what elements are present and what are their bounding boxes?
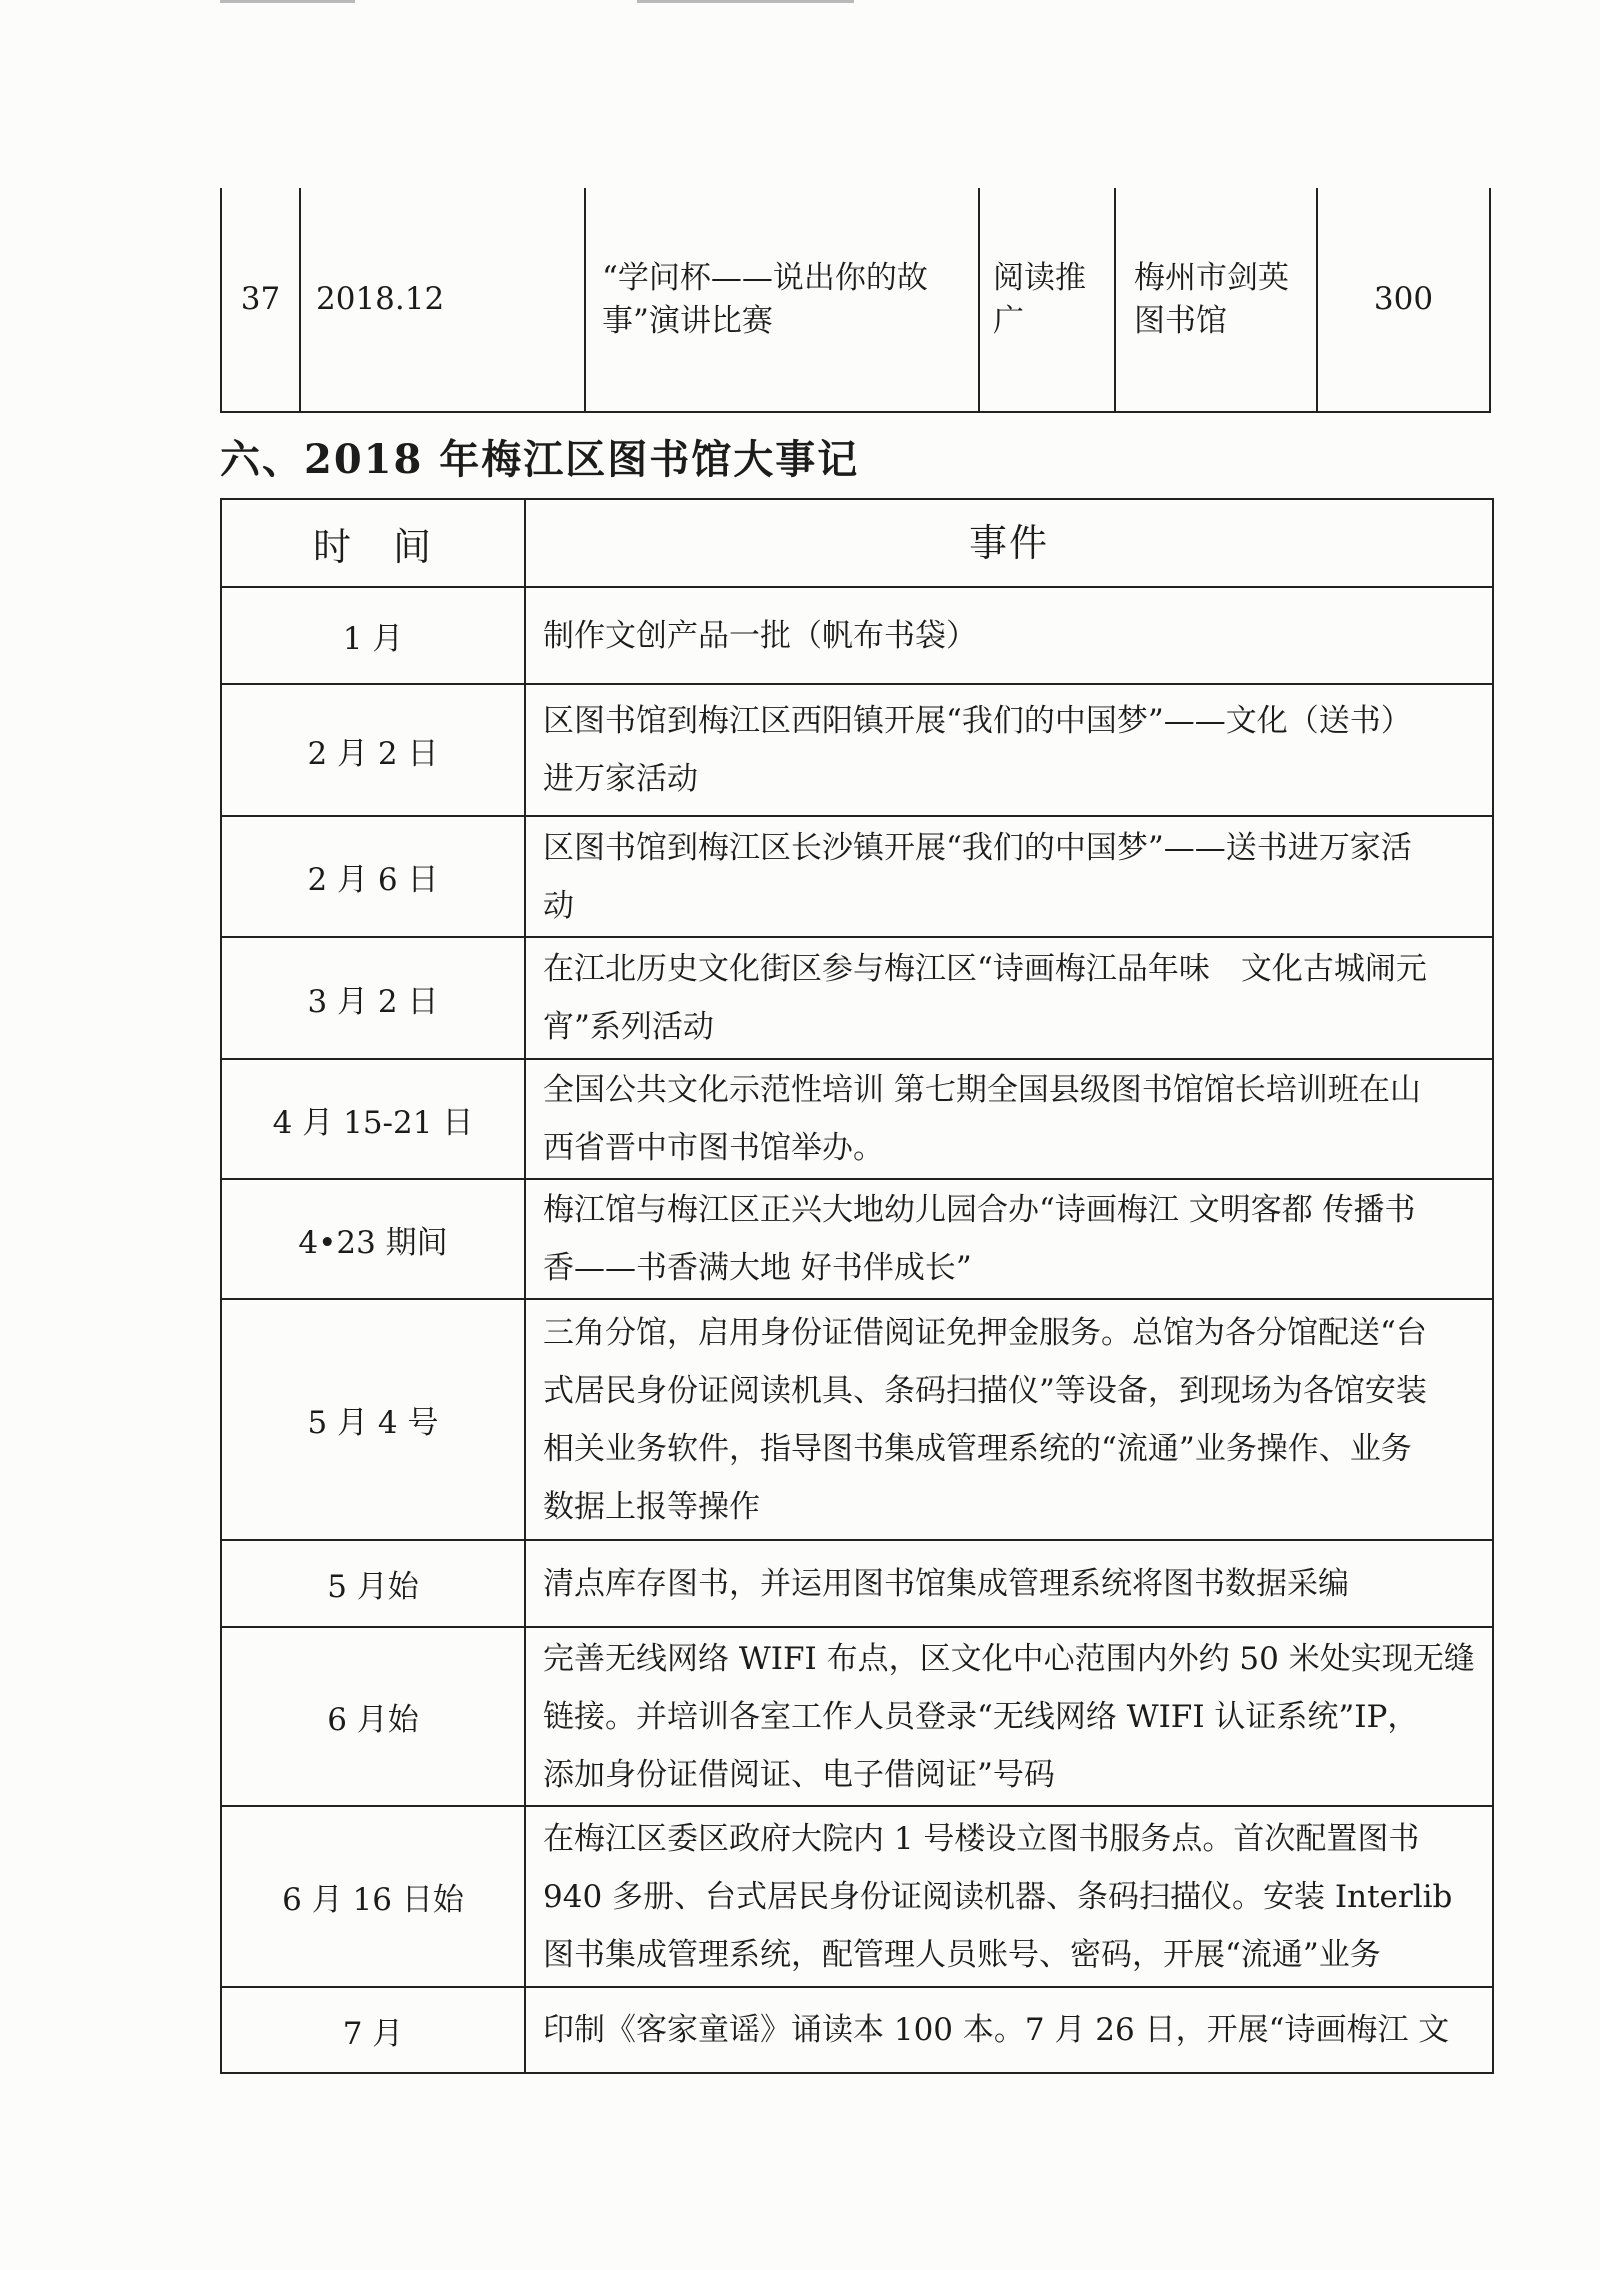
activity-cell: [586, 188, 980, 411]
event-description: [526, 1988, 1492, 2072]
event-description-line: 制作文创产品一批（帆布书袋）: [543, 617, 977, 654]
event-description-line: 相关业务软件，指导图书集成管理系统的“流通”业务操作、业务: [543, 1430, 1412, 1467]
event-description-line: 全国公共文化示范性培训 第七期全国县级图书馆馆长培训班在山: [543, 1072, 1421, 1108]
event-description: [526, 1541, 1492, 1626]
event-description: [526, 817, 1492, 936]
event-description-line: 香——书香满大地 好书伴成长”: [543, 1250, 972, 1286]
event-description-line: 清点库存图书，并运用图书馆集成管理系统将图书数据采编: [543, 1565, 1349, 1602]
event-row: [222, 1628, 1492, 1807]
organizer-line: 梅州市剑英: [1134, 259, 1289, 296]
event-description: [526, 685, 1492, 815]
event-description-line: 添加身份证借阅证、电子借阅证”号码: [543, 1756, 1055, 1793]
event-description: [526, 1807, 1492, 1986]
participants-cell: [1318, 188, 1489, 411]
event-description-line: 西省晋中市图书馆举办。: [543, 1130, 884, 1166]
event-row: [222, 685, 1492, 817]
row-number: 37: [240, 281, 281, 317]
organizer-line: 图书馆: [1134, 302, 1227, 339]
event-description-line: 在梅江区委区政府大院内 1 号楼设立图书服务点。首次配置图书: [543, 1820, 1420, 1857]
event-description-line: 动: [543, 887, 574, 924]
event-row: [222, 1300, 1492, 1541]
event-row: [222, 588, 1492, 685]
event-description: [526, 588, 1492, 683]
event-time: 6 月始: [222, 1628, 526, 1805]
organizer-cell: [1116, 188, 1318, 411]
section-title: 六、2018 年梅江区图书馆大事记: [220, 436, 860, 483]
event-row: [222, 938, 1492, 1060]
event-row: [222, 1180, 1492, 1300]
event-row: [222, 1060, 1492, 1180]
event-description-line: 进万家活动: [543, 761, 698, 797]
event-description-line: 940 多册、台式居民身份证阅读机器、条码扫描仪。安装 Interlib: [543, 1878, 1453, 1915]
events-header-row: [222, 500, 1492, 588]
event-description: [526, 1300, 1492, 1539]
activity-type-line: 广: [993, 302, 1024, 339]
event-time: 3 月 2 日: [222, 938, 526, 1058]
continued-table: [220, 188, 1491, 413]
events-header-time: 时 间: [222, 500, 526, 586]
events-header-event-label: 事件: [968, 521, 1049, 565]
event-time: 1 月: [222, 588, 526, 683]
event-time: 4•23 期间: [222, 1180, 526, 1298]
event-description: [526, 1628, 1492, 1805]
activity-date: 2018.12: [316, 281, 445, 317]
events-table: [220, 498, 1494, 2074]
activity-name-line: 事”演讲比赛: [602, 302, 773, 339]
event-time: 5 月 4 号: [222, 1300, 526, 1539]
event-description-line: 式居民身份证阅读机具、条码扫描仪”等设备，到现场为各馆安装: [543, 1372, 1427, 1409]
date-cell: [301, 188, 586, 411]
events-header-event: [526, 500, 1492, 586]
row-number-cell: [222, 188, 301, 411]
event-description-line: 完善无线网络 WIFI 布点，区文化中心范围内外约 50 米处实现无缝: [543, 1640, 1475, 1677]
event-time: 7 月: [222, 1988, 526, 2072]
event-time: 2 月 6 日: [222, 817, 526, 936]
event-description: [526, 1180, 1492, 1298]
event-row: [222, 817, 1492, 938]
scan-edge-mark: [220, 0, 355, 3]
event-description-line: 梅江馆与梅江区正兴大地幼儿园合办“诗画梅江 文明客都 传播书: [543, 1192, 1416, 1228]
event-row: [222, 1541, 1492, 1628]
event-description-line: 区图书馆到梅江区西阳镇开展“我们的中国梦”——文化（送书）: [543, 703, 1412, 739]
event-time: 4 月 15-21 日: [222, 1060, 526, 1178]
event-time: 5 月始: [222, 1541, 526, 1626]
activity-name-line: “学问杯——说出你的故: [602, 259, 928, 296]
event-row: [222, 1807, 1492, 1988]
event-description: [526, 1060, 1492, 1178]
participant-count: 300: [1373, 281, 1434, 317]
event-description-line: 链接。并培训各室工作人员登录“无线网络 WIFI 认证系统”IP，: [543, 1698, 1419, 1735]
event-description-line: 宵”系列活动: [543, 1009, 714, 1045]
event-description-line: 在江北历史文化街区参与梅江区“诗画梅江品年味 文化古城闹元: [543, 951, 1427, 987]
event-description-line: 印制《客家童谣》诵读本 100 本。7 月 26 日，开展“诗画梅江 文: [543, 2012, 1450, 2048]
event-description-line: 数据上报等操作: [543, 1488, 760, 1525]
event-description-line: 图书集成管理系统，配管理人员账号、密码，开展“流通”业务: [543, 1936, 1381, 1973]
event-time: 2 月 2 日: [222, 685, 526, 815]
activity-type-line: 阅读推: [993, 259, 1086, 296]
event-description-line: 三角分馆，启用身份证借阅证免押金服务。总馆为各分馆配送“台: [543, 1314, 1427, 1351]
scan-edge-mark: [637, 0, 854, 3]
event-description: [526, 938, 1492, 1058]
type-cell: [980, 188, 1116, 411]
event-row: [222, 1988, 1492, 2072]
event-description-line: 区图书馆到梅江区长沙镇开展“我们的中国梦”——送书进万家活: [543, 829, 1412, 866]
event-time: 6 月 16 日始: [222, 1807, 526, 1986]
